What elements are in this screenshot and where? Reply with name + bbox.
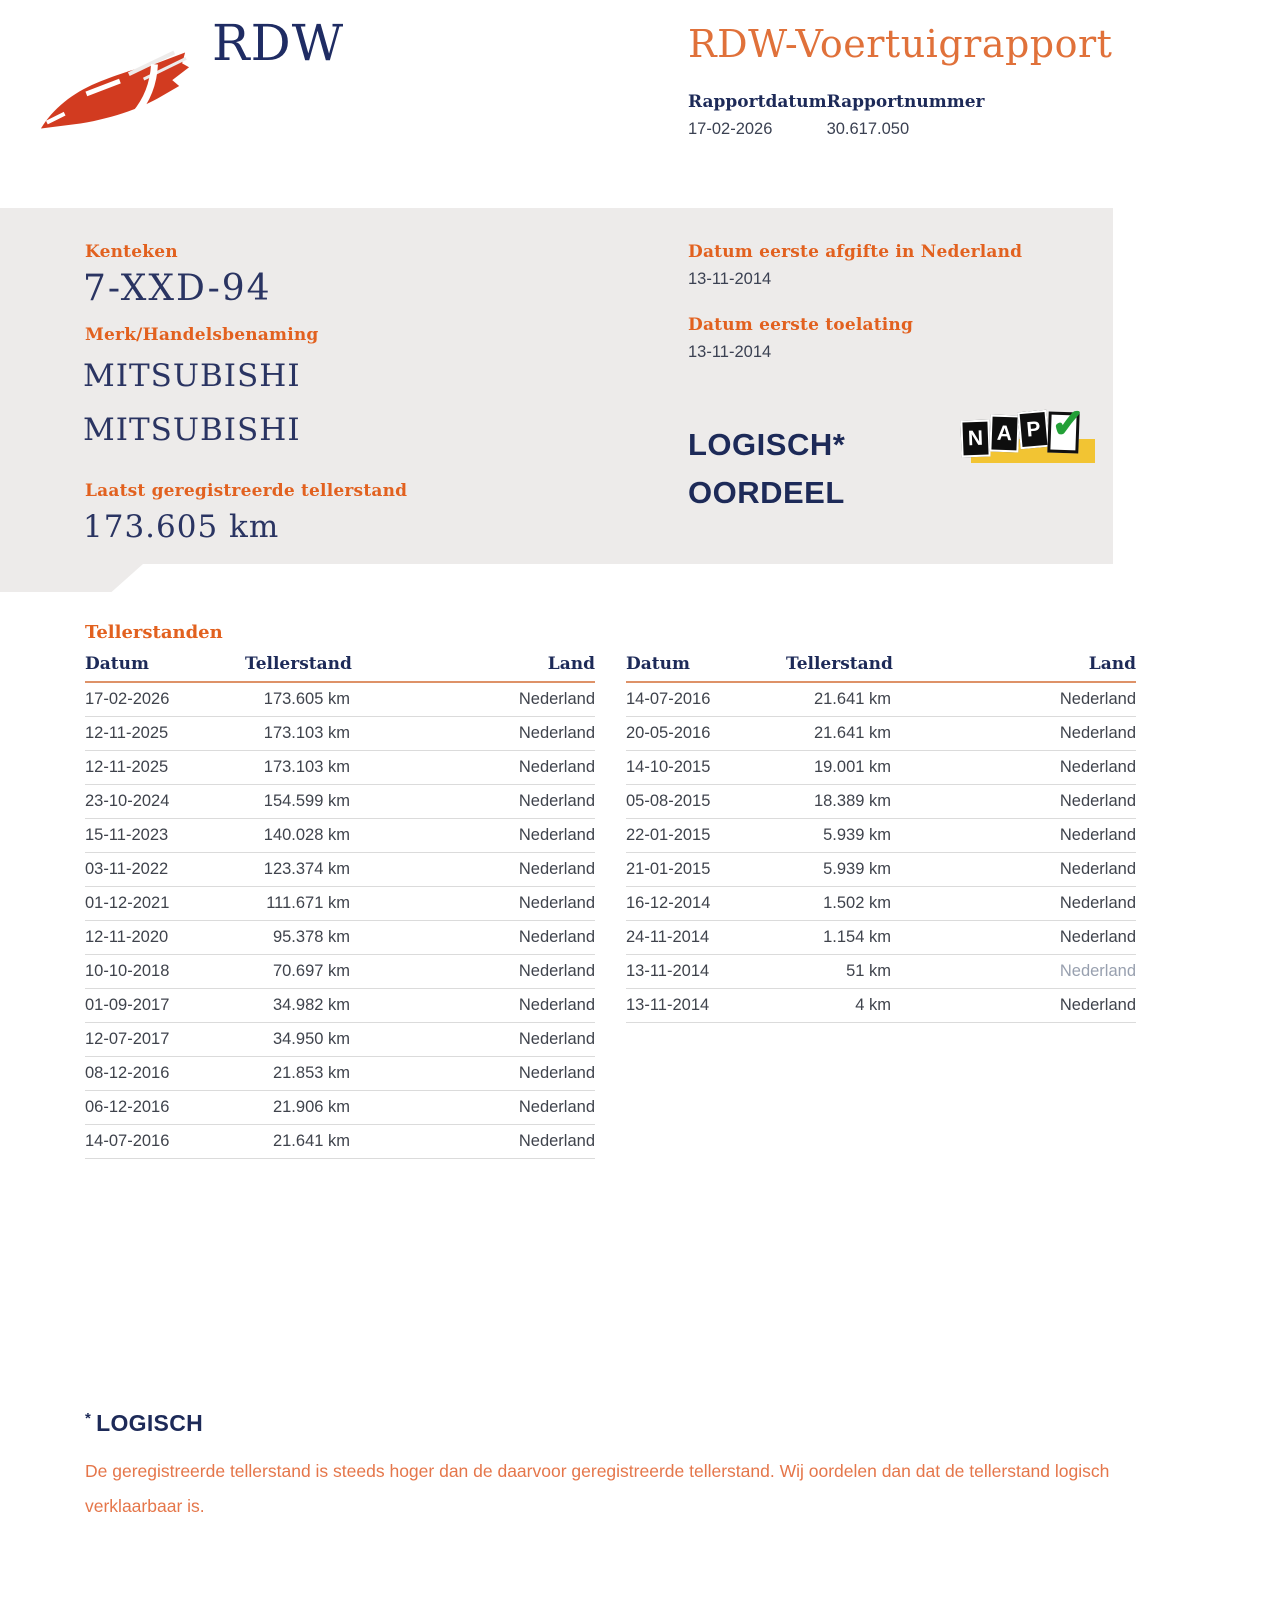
laatste-tellerstand-value: 173.605 km xyxy=(83,509,280,545)
datum-cell: 17-02-2026 xyxy=(85,690,170,708)
datum-cell: 20-05-2016 xyxy=(626,724,711,742)
tellerstand-cell: 4 km xyxy=(855,996,891,1014)
tellerstand-cell: 123.374 km xyxy=(263,860,350,878)
table-header xyxy=(85,649,595,683)
tellerstanden-section xyxy=(85,622,1137,1159)
land-cell: Nederland xyxy=(518,1132,595,1150)
tellerstand-cell: 1.502 km xyxy=(823,894,891,912)
datum-cell: 15-11-2023 xyxy=(85,826,169,844)
tellerstand-cell: 173.605 km xyxy=(263,690,350,708)
table-row xyxy=(85,1023,595,1057)
table-row xyxy=(85,921,595,955)
footnote-asterisk: * xyxy=(85,1410,92,1427)
tellerstand-cell: 70.697 km xyxy=(272,962,350,980)
tellerstanden-table-right xyxy=(626,649,1136,1159)
table-header xyxy=(626,649,1136,683)
tellerstand-cell: 21.641 km xyxy=(813,724,891,742)
land-cell: Nederland xyxy=(1059,758,1136,776)
table-row xyxy=(85,1057,595,1091)
datum-cell: 14-10-2015 xyxy=(626,758,711,776)
table-row xyxy=(85,853,595,887)
datum-cell: 03-11-2022 xyxy=(85,860,169,878)
land-cell: Nederland xyxy=(518,860,595,878)
nap-checkmark-icon: ✓ xyxy=(1050,401,1086,447)
land-cell: Nederland xyxy=(518,1064,595,1082)
table-row xyxy=(85,717,595,751)
tellerstand-cell: 34.982 km xyxy=(272,996,350,1014)
report-meta xyxy=(688,92,1248,139)
table-row xyxy=(85,683,595,717)
tellerstand-cell: 34.950 km xyxy=(272,1030,350,1048)
land-cell: Nederland xyxy=(518,1030,595,1048)
logisch-footnote xyxy=(85,1410,1143,1524)
tellerstand-cell: 18.389 km xyxy=(813,792,891,810)
tellerstand-cell: 154.599 km xyxy=(263,792,350,810)
oordeel-line2: OORDEEL xyxy=(688,475,845,510)
land-cell: Nederland xyxy=(518,724,595,742)
table-row xyxy=(626,955,1136,989)
nap-letter-p: P xyxy=(1017,410,1049,449)
col-land: Land xyxy=(547,654,595,674)
datum-cell: 05-08-2015 xyxy=(626,792,711,810)
vehicle-summary-panel xyxy=(0,208,1113,564)
vehicle-summary-left xyxy=(85,242,645,545)
land-cell: Nederland xyxy=(518,758,595,776)
tellerstand-cell: 21.906 km xyxy=(272,1098,350,1116)
tellerstand-cell: 21.641 km xyxy=(272,1132,350,1150)
land-cell: Nederland xyxy=(1059,690,1136,708)
land-cell: Nederland xyxy=(1059,826,1136,844)
table-row xyxy=(626,683,1136,717)
tellerstand-cell: 173.103 km xyxy=(263,758,350,776)
tellerstand-cell: 173.103 km xyxy=(263,724,350,742)
tellerstand-cell: 5.939 km xyxy=(823,860,891,878)
col-datum: Datum xyxy=(85,654,149,674)
table-row xyxy=(626,887,1136,921)
report-header xyxy=(688,22,1248,139)
tellerstand-cell: 95.378 km xyxy=(272,928,350,946)
table-row xyxy=(626,751,1136,785)
rdw-logo-flame-icon xyxy=(35,42,193,134)
tellerstand-cell: 5.939 km xyxy=(823,826,891,844)
datum-cell: 06-12-2016 xyxy=(85,1098,170,1116)
table-row xyxy=(626,819,1136,853)
datum-cell: 21-01-2015 xyxy=(626,860,711,878)
col-tellerstand: Tellerstand xyxy=(786,654,893,674)
table-row xyxy=(85,1091,595,1125)
table-row xyxy=(85,819,595,853)
land-cell: Nederland xyxy=(518,690,595,708)
footnote-title-text: LOGISCH xyxy=(96,1410,204,1436)
toelating-value: 13-11-2014 xyxy=(688,343,772,361)
datum-cell: 24-11-2014 xyxy=(626,928,710,946)
land-cell: Nederland xyxy=(1059,860,1136,878)
datum-cell: 16-12-2014 xyxy=(626,894,711,912)
datum-cell: 01-12-2021 xyxy=(85,894,170,912)
tellerstanden-table-left xyxy=(85,649,595,1159)
table-row xyxy=(626,785,1136,819)
nap-logo xyxy=(961,401,1111,475)
table-body xyxy=(626,683,1136,1023)
report-title: RDW-Voertuigrapport xyxy=(688,22,1113,66)
table-row xyxy=(85,989,595,1023)
report-number-label: Rapportnummer xyxy=(826,92,985,112)
tellerstand-cell: 1.154 km xyxy=(823,928,891,946)
tellerstand-cell: 21.641 km xyxy=(813,690,891,708)
report-number-value: 30.617.050 xyxy=(826,120,910,138)
table-row xyxy=(85,955,595,989)
afgifte-value: 13-11-2014 xyxy=(688,270,772,288)
datum-cell: 12-11-2025 xyxy=(85,758,169,776)
land-cell: Nederland xyxy=(518,928,595,946)
nap-tiles xyxy=(961,401,1086,452)
land-cell: Nederland xyxy=(1059,962,1136,980)
report-date-block xyxy=(688,92,827,139)
merk-label: Merk/Handelsbenaming xyxy=(85,325,319,345)
report-date-label: Rapportdatum xyxy=(688,92,827,112)
rdw-logotype: RDW xyxy=(212,14,345,72)
table-row xyxy=(85,785,595,819)
toelating-label: Datum eerste toelating xyxy=(688,315,914,335)
land-cell: Nederland xyxy=(518,792,595,810)
nap-letter-a: A xyxy=(989,415,1019,453)
land-cell: Nederland xyxy=(518,996,595,1014)
land-cell: Nederland xyxy=(1059,928,1136,946)
tellerstanden-title: Tellerstanden xyxy=(85,622,223,643)
datum-cell: 08-12-2016 xyxy=(85,1064,170,1082)
tellerstand-cell: 111.671 km xyxy=(266,894,350,912)
land-cell: Nederland xyxy=(1059,996,1136,1014)
datum-cell: 12-11-2025 xyxy=(85,724,169,742)
footnote-title xyxy=(85,1410,1143,1437)
land-cell: Nederland xyxy=(1059,724,1136,742)
vehicle-summary-right xyxy=(688,242,1088,388)
table-row xyxy=(85,1125,595,1159)
col-tellerstand: Tellerstand xyxy=(245,654,352,674)
merk-value-2: MITSUBISHI xyxy=(83,412,301,448)
col-datum: Datum xyxy=(626,654,690,674)
nap-letter-n: N xyxy=(960,420,990,458)
land-cell: Nederland xyxy=(518,1098,595,1116)
table-row xyxy=(85,887,595,921)
report-date-value: 17-02-2026 xyxy=(688,120,773,138)
datum-cell: 12-11-2020 xyxy=(85,928,169,946)
laatste-tellerstand-label: Laatst geregistreerde tellerstand xyxy=(85,481,408,501)
datum-cell: 13-11-2014 xyxy=(626,962,710,980)
oordeel-line1: LOGISCH* xyxy=(688,427,846,462)
tellerstand-cell: 19.001 km xyxy=(813,758,891,776)
kenteken-value: 7-XXD-94 xyxy=(83,268,272,309)
table-body xyxy=(85,683,595,1159)
tellerstand-cell: 140.028 km xyxy=(263,826,350,844)
panel-corner-tab xyxy=(0,564,143,592)
land-cell: Nederland xyxy=(518,962,595,980)
table-row xyxy=(626,717,1136,751)
datum-cell: 14-07-2016 xyxy=(626,690,711,708)
tellerstand-cell: 51 km xyxy=(846,962,891,980)
footnote-body: De geregistreerde tellerstand is steeds hoger dan de daarvoor geregistreerde tellerstand. Wij oordelen dan dat de tellerstand logisch verklaarbaar is. xyxy=(85,1461,1110,1516)
tellerstand-cell: 21.853 km xyxy=(272,1064,350,1082)
nap-checkbox xyxy=(1047,401,1086,453)
table-row xyxy=(626,853,1136,887)
datum-cell: 12-07-2017 xyxy=(85,1030,170,1048)
report-number-block xyxy=(827,92,985,139)
land-cell: Nederland xyxy=(1059,792,1136,810)
datum-cell: 13-11-2014 xyxy=(626,996,710,1014)
table-row xyxy=(626,989,1136,1023)
datum-cell: 23-10-2024 xyxy=(85,792,170,810)
datum-cell: 01-09-2017 xyxy=(85,996,170,1014)
merk-value-1: MITSUBISHI xyxy=(83,358,301,394)
datum-cell: 10-10-2018 xyxy=(85,962,170,980)
table-row xyxy=(626,921,1136,955)
land-cell: Nederland xyxy=(518,894,595,912)
oordeel-verdict xyxy=(688,421,845,517)
land-cell: Nederland xyxy=(518,826,595,844)
kenteken-label: Kenteken xyxy=(85,242,178,262)
datum-cell: 22-01-2015 xyxy=(626,826,711,844)
land-cell: Nederland xyxy=(1059,894,1136,912)
afgifte-label: Datum eerste afgifte in Nederland xyxy=(688,242,1023,262)
datum-cell: 14-07-2016 xyxy=(85,1132,170,1150)
col-land: Land xyxy=(1088,654,1136,674)
table-row xyxy=(85,751,595,785)
